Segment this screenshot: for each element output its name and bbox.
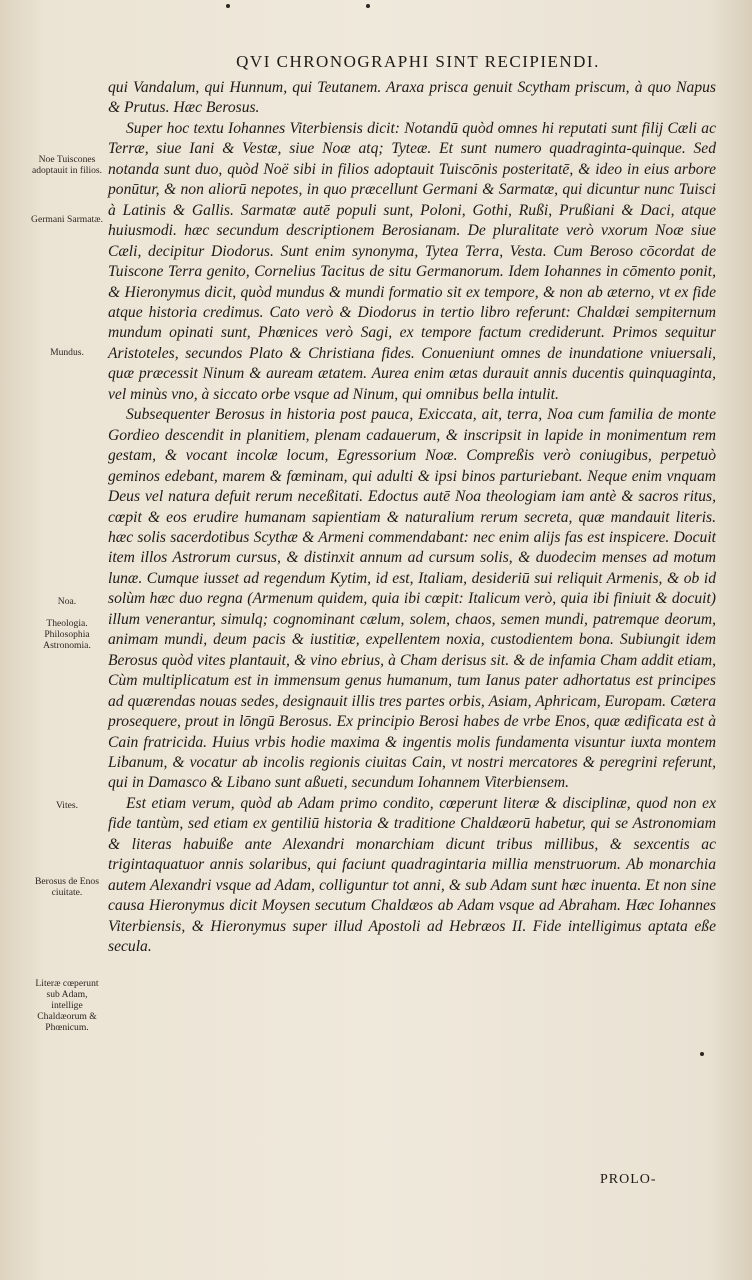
paragraph-1: qui Vandalum, qui Hunnum, qui Teutanem. Araxa prisca genuit Scytham priscum, à quo Napus & Prutus. Hæc Berosus. <box>108 79 716 117</box>
margin-note-noa: Noa. <box>57 596 77 607</box>
margin-note-berosus-enos: Berosus de Enos ciuitate. <box>35 876 99 898</box>
margin-note-literae: Literæ cœperunt sub Adam, intellige Chaldæorum & Phœnicum. <box>35 978 99 1033</box>
margin-note-germani: Germani Sarmatæ. <box>31 214 103 225</box>
paragraph-4: Est etiam verum, quòd ab Adam primo condito, cœperunt literæ & disciplinæ, quod non ex fide tantùm, sed etiam ex gentiliū historia & traditione Chaldæorū habetur, qui se Astronomiam & literas habuiße ante Alexandri monarchiam dicunt tribus millibus, & sexcentis ac trigintaquatuor annis solaribus, qui faciunt quadragintaria millia menstruorum. Ab monarchia autem Alexandri vsque ad Adam, colliguntur tot anni, & sub Adam sunt hæc inuenta. Et non sine causa Hieronymus dicit Moysen secutum Chaldæos ab Adam vsque ad Abraham. Hæc Iohannes Viterbiensis, & Hieronymus super illud Apostoli ad Hebræos II. Fide intelligimus aptata eße secula. <box>108 794 716 956</box>
margin-note-noe-tuisco: Noe Tuiscones adoptauit in filios. <box>31 154 103 176</box>
margin-note-vites: Vites. <box>55 800 79 811</box>
margin-note-mundus: Mundus. <box>50 347 84 358</box>
main-text <box>108 78 716 957</box>
catchword: PROLO- <box>600 1172 657 1187</box>
running-header: QVI CHRONOGRAPHI SINT RECIPIENDI. <box>236 52 600 71</box>
paragraph-3: Subsequenter Berosus in historia post pauca, Exiccata, ait, terra, Noa cum familia de monte Gordieo descendit in planitiem, plenam cadauerum, & inscripsit in lapide in monimentum rem gestam, & vocant incolæ locum, Egressorium Noæ. Compreßis verò coniugibus, perpetuò geminos edebant, marem & fœminam, qui adulti & ipsi binos parturiebant. Neque enim vnquam Deus vel natura defuit rerum neceßitati. Edoctus autē Noa theologiam iam antè & sacros ritus, cœpit & eos erudire humanam sapientiam & naturalium rerum secreta, quæ mandauit literis. hæc solis sacerdotibus Scythæ & Armeni commendabant: nec enim alijs fas est inspicere. Docuit item illos Astrorum cursus, & distinxit annum ad cursum solis, & duodecim menses ad motum lunæ. Cumque iusset ad regendum Kytim, id est, Italiam, desideriū sui reliquit Armenis, & ob id solùm hæc duo regna (Armenum quidem, quia ibi cœpit: Italicum verò, quia ibi finiuit & docuit) illum venerantur, simulq; cognominant cælum, solem, chaos, semen mundi, patremque deorum, animam mundi, deum pacis & iustitiæ, expellentem noxia, custodientem bona. Subiungit idem Berosus quòd vites plantauit, & vino ebrius, à Cham derisus sit. & de infamia Cham addit etiam, Cùm multiplicatum est in immensum genus humanum, tum Ianus pater adhortatus est principes ad quærendas nouas sedes, designauit illis tres partes orbis, Asiam, Aphricam, Europam. Cætera prosequere, prout in lōngū Berosus. Ex principio Berosi habes de vrbe Enos, quæ ædificata est à Cain fratricida. Huius vrbis hodie maxima & ingentis molis fundamenta visuntur iuxta montem Libanum, & vocatur ab incolis regionis ciuitas Cain, vt nostri mercatores & peregrini referunt, qui in Damasco & Libano sunt aßueti, secundum Iohannem Viterbiensem. <box>108 406 716 792</box>
ink-dot <box>226 4 230 8</box>
ink-dot <box>366 4 370 8</box>
paragraph-2: Super hoc textu Iohannes Viterbiensis dicit: Notandū quòd omnes hi reputati sunt filij Cæli ac Terræ, siue Iani & Vestæ, siue Noæ atq; Tyteæ. Et sunt numero quadraginta-quinque. Sed notanda sunt duo, quòd Noë sibi in filios adoptauit Tuiscōnis posteritatē, & ideo in eius arbore ponūtur, & non aliorū nepotes, in quo præcellunt Germani & Sarmatæ, qui dicuntur nunc Tuisci à Latinis & Gallis. Sarmatæ autē populi sunt, Poloni, Gothi, Rußi, Prußiani & Daci, atque huiusmodi. hæc secundum descriptionem Berosianam. De pluralitate verò vxorum Noæ siue Cæli, decipitur Diodorus. Sunt enim synonyma, Tytea Terra, Vesta. Cum Beroso cōcordat de Tuiscone Terra genito, Cornelius Tacitus de situ Germanorum. Idem Iohannes in cōmento ponit, & Hieronymus dicit, quòd mundus & mundi formatio sit ex tempore, & non ab æterno, vt ex fide atque historia credimus. Cato verò & Diodorus in tertio libro referunt: Chaldæi sempiternum mundum opinati sunt, Phœnices verò Sagi, ex tempore factum crediderunt. Primos sequitur Aristoteles, secundos Plato & Christiana fides. Conueniunt omnes de inundatione vniuersali, quæ præcessit Ninum & auream ætatem. Aurea enim ætas durauit annis ducentis quinquaginta, vel minùs vno, à siccato orbe vsque ad Ninum, qui omnibus bella intulit. <box>108 119 716 403</box>
ink-dot <box>700 1052 704 1056</box>
margin-note-theologia: Theologia. Philosophia Astronomia. <box>43 618 91 651</box>
